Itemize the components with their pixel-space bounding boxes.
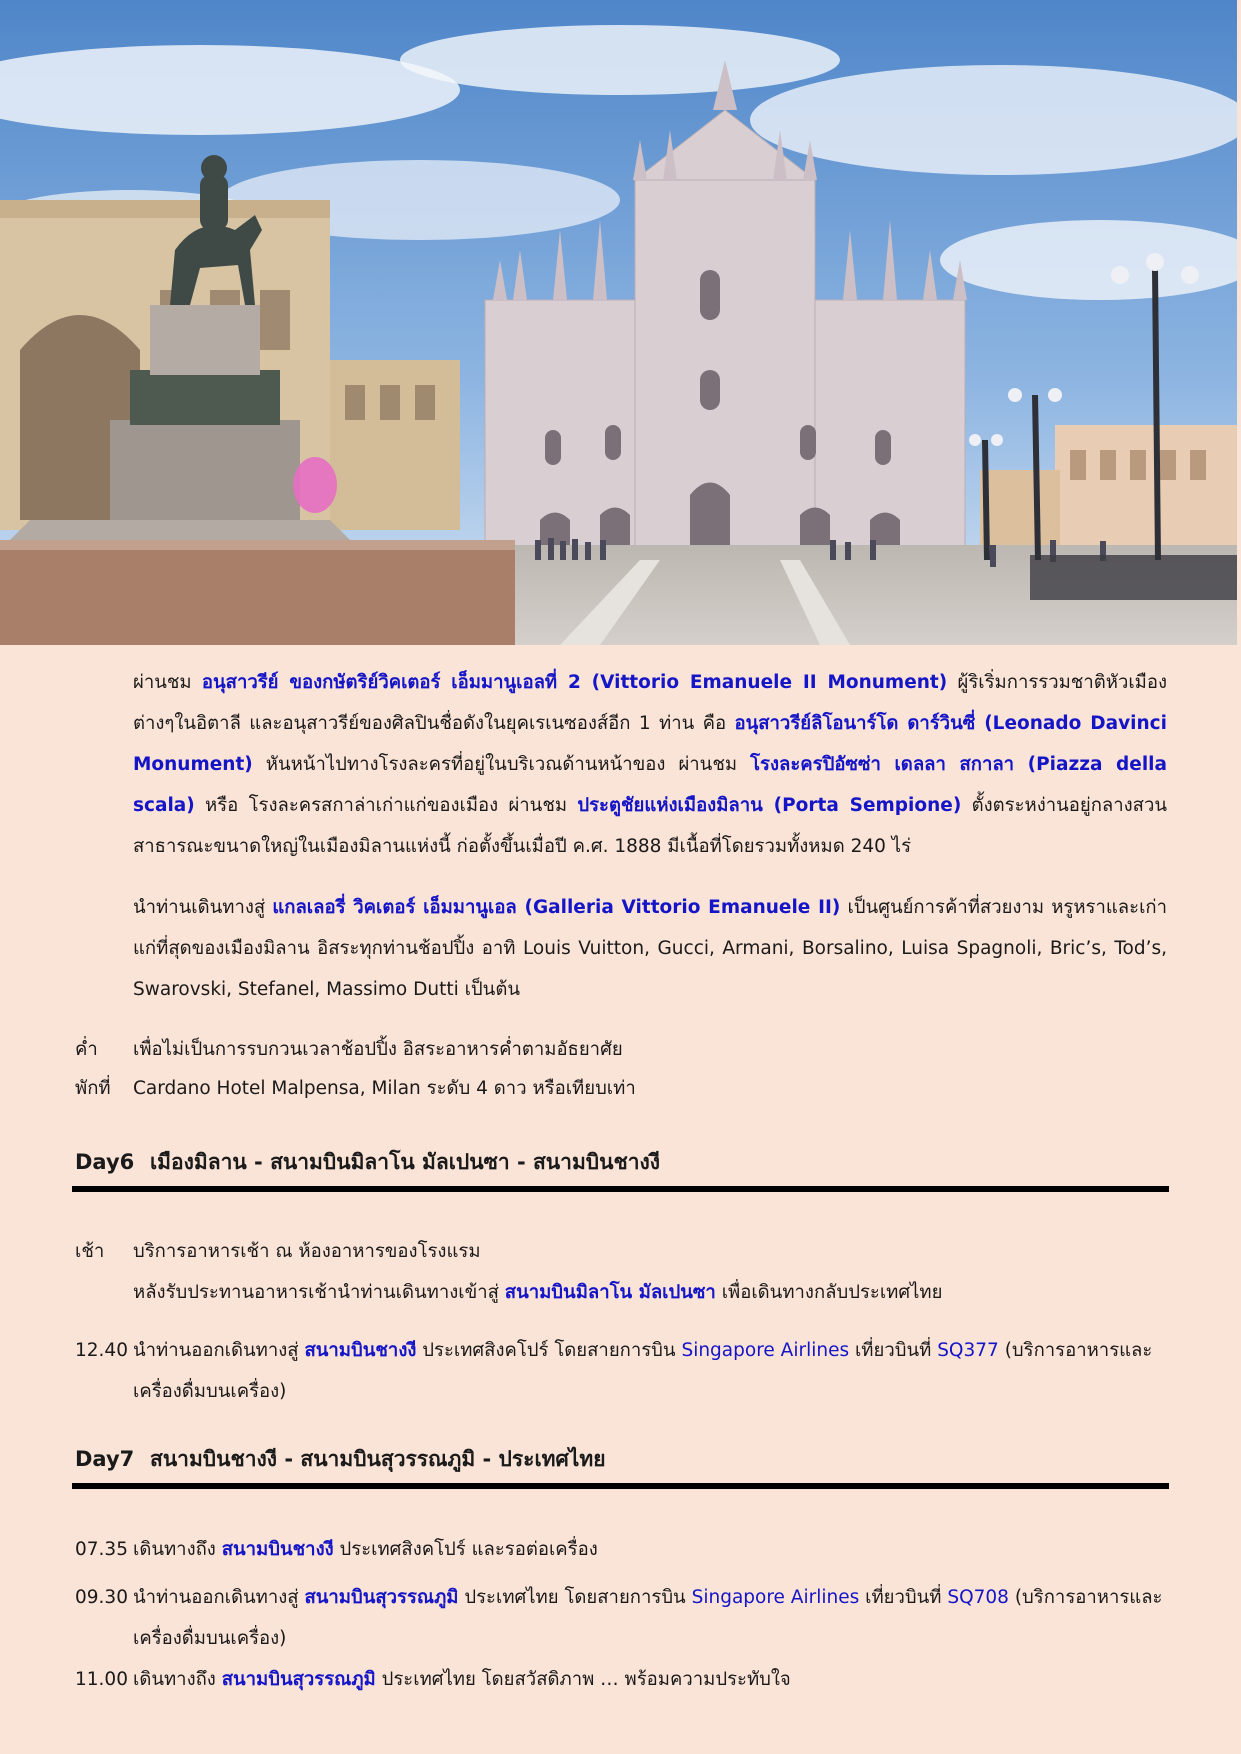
flight-number: SQ377 bbox=[937, 1340, 999, 1361]
highlight-la-scala: โรงละครปิอัซซ่า เดลลา สกาลา (Piazza della scala) bbox=[133, 754, 1167, 816]
text-run: ผ่านชม bbox=[133, 672, 202, 693]
text-run: เที่ยวบินที่ bbox=[859, 1587, 948, 1608]
morning-label: เช้า bbox=[75, 1241, 105, 1262]
text-run: (บริการอาหารและเครื่องดื่มบนเครื่อง) bbox=[133, 1587, 1163, 1649]
day7-number: Day7 bbox=[75, 1447, 135, 1471]
highlight-changi: สนามบินชางงี bbox=[221, 1539, 334, 1560]
hero-photo-milan-duomo bbox=[0, 0, 1237, 645]
text-run: หันหน้าไปทางโรงละครที่อยู่ในบริเวณด้านหน้าของ ผ่านชม bbox=[252, 754, 751, 775]
highlight-vittorio-monument: อนุสาวรีย์ ของกษัตริย์วิคเตอร์ เอ็มมานูเอลที่ 2 (Vittorio Emanuele II Monument) bbox=[201, 672, 948, 693]
text-run: นำท่านออกเดินทางสู่ bbox=[133, 1340, 305, 1361]
text-run: หลังรับประทานอาหารเช้านำท่านเดินทางเข้าสู่ bbox=[133, 1282, 505, 1303]
day7-divider bbox=[72, 1483, 1169, 1489]
day7-title: สนามบินชางงี - สนามบินสุวรรณภูมิ - ประเทศไทย bbox=[150, 1447, 606, 1471]
flight-text bbox=[133, 1330, 1167, 1412]
text-run: เดินทางถึง bbox=[133, 1669, 222, 1690]
highlight-davinci-monument: อนุสาวรีย์ลิโอนาร์โด ดาร์วินซี่ (Leonado Davinci Monument) bbox=[133, 713, 1167, 775]
text-run: ประเทศไทย โดยสายการบิน bbox=[458, 1587, 692, 1608]
day6-divider bbox=[72, 1186, 1169, 1192]
flight-number: SQ708 bbox=[947, 1587, 1009, 1608]
text-run: ตั้งตระหง่านอยู่กลางสวนสาธารณะขนาดใหญ่ในเมืองมิลานแห่งนี้ ก่อตั้งขึ้นเมื่อปี ค.ศ. 1888 มีเนื้อที่โดยรวมทั้งหมด 240 ไร่ bbox=[133, 795, 1168, 857]
breakfast-text: บริการอาหารเช้า ณ ห้องอาหารของโรงแรม bbox=[133, 1241, 481, 1262]
highlight-suvarnabhumi: สนามบินสุวรรณภูมิ bbox=[304, 1587, 459, 1608]
monuments-paragraph bbox=[133, 662, 1167, 867]
day6-heading bbox=[75, 1142, 1167, 1182]
time-label: 11.00 bbox=[75, 1669, 128, 1690]
day7-heading bbox=[75, 1439, 1167, 1479]
highlight-malpensa: สนามบินมิลาโน มัลเปนซา bbox=[504, 1282, 716, 1303]
text-run: นำท่านเดินทางสู่ bbox=[133, 897, 273, 918]
text-run: เที่ยวบินที่ bbox=[849, 1340, 938, 1361]
highlight-suvarnabhumi: สนามบินสุวรรณภูมิ bbox=[221, 1669, 376, 1690]
morning-text bbox=[133, 1231, 1167, 1313]
hotel-label: พักที่ bbox=[75, 1078, 111, 1099]
text-run: เป็นศูนย์การค้าที่สวยงาม หรูหราและเก่าแก่ที่สุดของเมืองมิลาน อิสระทุกท่านช้อปปิ้ง อาทิ Louis Vuitton, Gucci, Armani, Borsalino, Luisa Spagnoli, Bric’s, Tod’s, Swarovski, Stefanel, Massimo Dutti เป็นต้น bbox=[133, 897, 1167, 1000]
text-run: ประเทศสิงคโปร์ โดยสายการบิน bbox=[416, 1340, 682, 1361]
galleria-paragraph bbox=[133, 887, 1167, 1010]
airline-name: Singapore Airlines bbox=[691, 1587, 860, 1608]
text-run: ประเทศสิงคโปร์ และรอต่อเครื่อง bbox=[333, 1539, 598, 1560]
text-run: นำท่านออกเดินทางสู่ bbox=[133, 1587, 305, 1608]
highlight-porta-sempione: ประตูชัยแห่งเมืองมิลาน (Porta Sempione) bbox=[577, 795, 962, 816]
duomo-illustration bbox=[0, 0, 1237, 645]
time-label: 07.35 bbox=[75, 1539, 128, 1560]
text-run: ประเทศไทย โดยสวัสดิภาพ … พร้อมความประทับใจ bbox=[375, 1669, 791, 1690]
text-run: ผู้ริเริ่มการรวมชาติหัวเมืองต่างๆในอิตาลี และอนุสาวรีย์ของศิลปินชื่อดังในยุคเรเนซองส์อีก 1 ท่าน คือ bbox=[133, 672, 1167, 734]
airline-name: Singapore Airlines bbox=[681, 1340, 850, 1361]
row-text bbox=[133, 1529, 1167, 1570]
text-run: (บริการอาหารและเครื่องดื่มบนเครื่อง) bbox=[133, 1340, 1153, 1402]
day6-number: Day6 bbox=[75, 1150, 135, 1174]
dinner-label: ค่ำ bbox=[75, 1039, 98, 1060]
text-run: เดินทางถึง bbox=[133, 1539, 222, 1560]
highlight-galleria: แกลเลอรี่ วิคเตอร์ เอ็มมานูเอล (Galleria Vittorio Emanuele II) bbox=[272, 897, 841, 918]
flight-time: 12.40 bbox=[75, 1340, 128, 1361]
row-text bbox=[133, 1577, 1167, 1659]
highlight-changi: สนามบินชางงี bbox=[304, 1340, 417, 1361]
hotel-text: Cardano Hotel Malpensa, Milan ระดับ 4 ดาว หรือเทียบเท่า bbox=[133, 1078, 636, 1099]
text-run: หรือ โรงละครสกาล่าเก่าแก่ของเมือง ผ่านชม bbox=[194, 795, 578, 816]
text-run: เพื่อเดินทางกลับประเทศไทย bbox=[715, 1282, 943, 1303]
row-text bbox=[133, 1659, 1167, 1700]
day6-title: เมืองมิลาน - สนามบินมิลาโน มัลเปนซา - สนามบินชางงี bbox=[150, 1150, 661, 1174]
dinner-text: เพื่อไม่เป็นการรบกวนเวลาช้อปปิ้ง อิสระอาหารค่ำตามอัธยาศัย bbox=[133, 1039, 623, 1060]
time-label: 09.30 bbox=[75, 1587, 128, 1608]
